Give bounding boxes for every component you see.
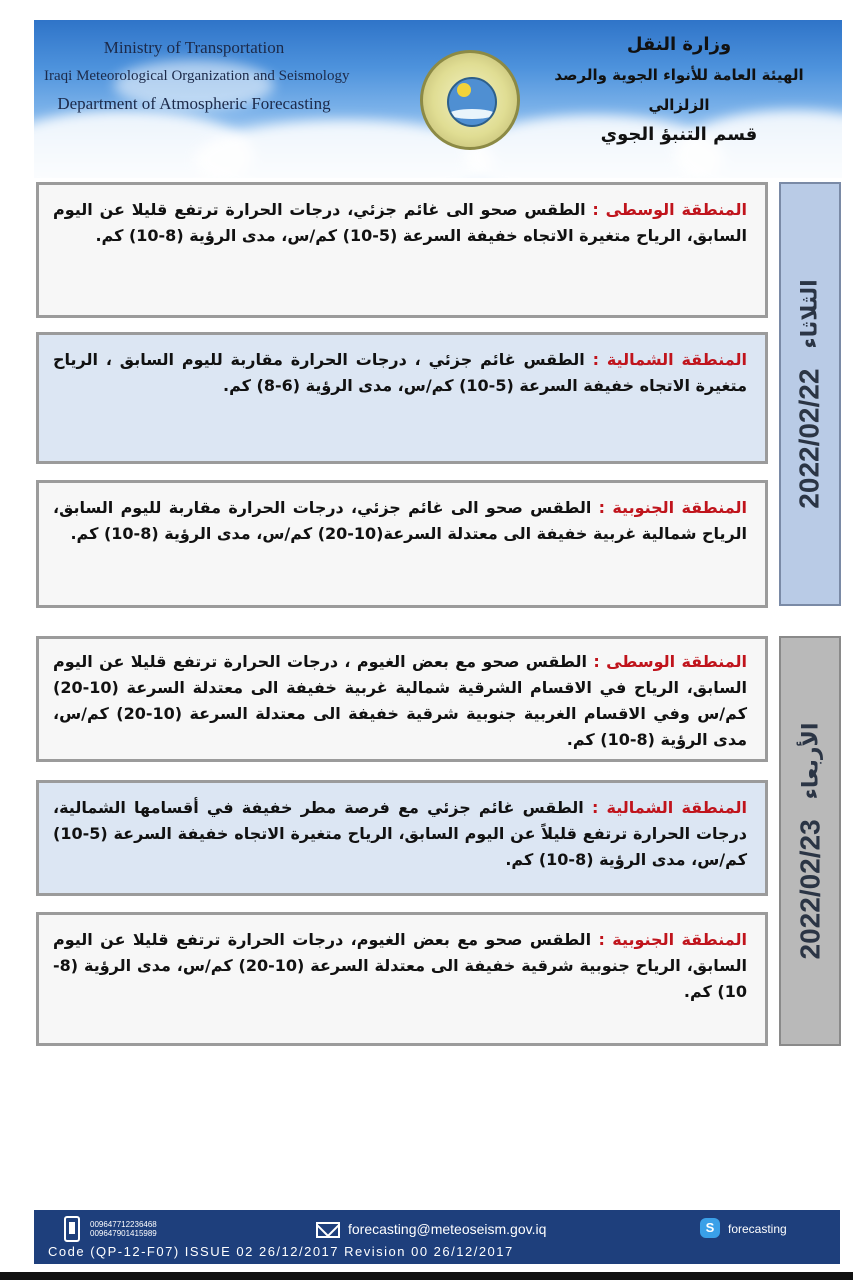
- logo-emblem-icon: [447, 77, 497, 127]
- skype-icon: S: [700, 1218, 720, 1238]
- document-code-line: Code (QP-12-F07) ISSUE 02 26/12/2017 Revision 00 26/12/2017: [48, 1244, 514, 1259]
- region-label: المنطقة الوسطى :: [592, 200, 748, 219]
- forecast-box-day1-central: [36, 182, 768, 318]
- ministry-name-ar: وزارة النقل: [626, 34, 732, 55]
- wave-icon: [449, 109, 495, 119]
- day-1-date-label: [794, 279, 826, 508]
- region-label: المنطقة الجنوبية :: [598, 930, 748, 949]
- forecast-text: الطقس صحو الى غائم جزئي، درجات الحرارة ترتفع قليلا عن اليوم السابق، الرياح متغيرة الاتجاه خفيفة السرعة (5-10) كم/س، مدى الرؤية (8-10) كم.: [53, 200, 747, 245]
- department-name-en: Department of Atmospheric Forecasting: [57, 94, 331, 113]
- day-1-date: 2022/02/22: [794, 368, 825, 509]
- phone-numbers: [90, 1220, 157, 1238]
- forecast-box-day1-south: [36, 480, 768, 608]
- bottom-rule: [0, 1272, 853, 1280]
- forecast-text: الطقس غائم جزئي ، درجات الحرارة مقاربة لليوم السابق ، الرياح متغيرة الاتجاه خفيفة السرعة (5-10) كم/س، مدى الرؤية (6-8) كم.: [53, 350, 747, 395]
- organization-logo: [420, 50, 520, 150]
- day-1-weekday: الثلاثاء: [797, 279, 823, 349]
- page-header: [34, 20, 842, 178]
- forecast-box-day1-north: [36, 332, 768, 464]
- forecast-box-day2-south: [36, 912, 768, 1046]
- forecast-box-day2-north: [36, 780, 768, 896]
- ministry-name-en: Ministry of Transportation: [103, 38, 285, 57]
- day-2-date-bar: [779, 636, 841, 1046]
- day-2-date: 2022/02/23: [794, 819, 826, 960]
- day-2-weekday: الأربعاء: [797, 722, 823, 800]
- email-address[interactable]: forecasting@meteoseism.gov.iq: [348, 1221, 547, 1237]
- department-name-ar: قسم التنبؤ الجوي: [600, 124, 758, 145]
- sun-icon: [457, 83, 471, 97]
- forecast-text: الطقس صحو مع بعض الغيوم، درجات الحرارة ترتفع قليلا عن اليوم السابق، الرياح جنوبية شرقية خفيفة الى معتدلة السرعة (10-20) كم/س، مدى الرؤية (8-10) كم.: [53, 930, 747, 1001]
- organization-name-en: Iraqi Meteorological Organization and Seismology: [44, 68, 350, 84]
- region-label: المنطقة الوسطى :: [593, 652, 747, 671]
- phone-number-1: 009647712236468: [90, 1220, 157, 1229]
- region-label: المنطقة الشمالية :: [591, 798, 748, 817]
- day-2-date-label: [794, 723, 826, 960]
- region-label: المنطقة الجنوبية :: [598, 498, 748, 517]
- phone-number-2: 009647901415989: [90, 1229, 157, 1238]
- header-arabic: [534, 30, 824, 150]
- forecast-box-day2-central: [36, 636, 768, 762]
- header-english: [44, 34, 350, 118]
- region-label: المنطقة الشمالية :: [592, 350, 748, 369]
- page-footer: [34, 1210, 840, 1264]
- mail-icon: [316, 1222, 340, 1238]
- organization-name-ar: الهيئة العامة للأنواء الجوية والرصد الزلزالي: [554, 66, 804, 114]
- day-1-date-bar: [779, 182, 841, 606]
- forecast-text: الطقس صحو مع بعض الغيوم ، درجات الحرارة ترتفع قليلا عن اليوم السابق، الرياح في الاقسام الشرقية شمالية غربية خفيفة الى معتدلة السرعة (10-20) كم/س وفي الاقسام الغربية جنوبية شرقية خفيفة الى معتدلة السرعة (10-20) كم/س، مدى الرؤية (8-10) كم.: [53, 652, 748, 749]
- phone-icon: [64, 1216, 80, 1242]
- skype-handle[interactable]: forecasting: [728, 1222, 787, 1236]
- forecast-text: الطقس صحو الى غائم جزئي، درجات الحرارة مقاربة لليوم السابق، الرياح شمالية غربية خفيفة الى معتدلة السرعة(10-20) كم/س، مدى الرؤية (8-10) كم.: [53, 498, 747, 543]
- forecast-text: الطقس غائم جزئي مع فرصة مطر خفيفة في أقسامها الشمالية، درجات الحرارة ترتفع قليلاً عن اليوم السابق، الرياح متغيرة الاتجاه خفيفة السرعة (5-10) كم/س، مدى الرؤية (8-10) كم.: [53, 798, 747, 869]
